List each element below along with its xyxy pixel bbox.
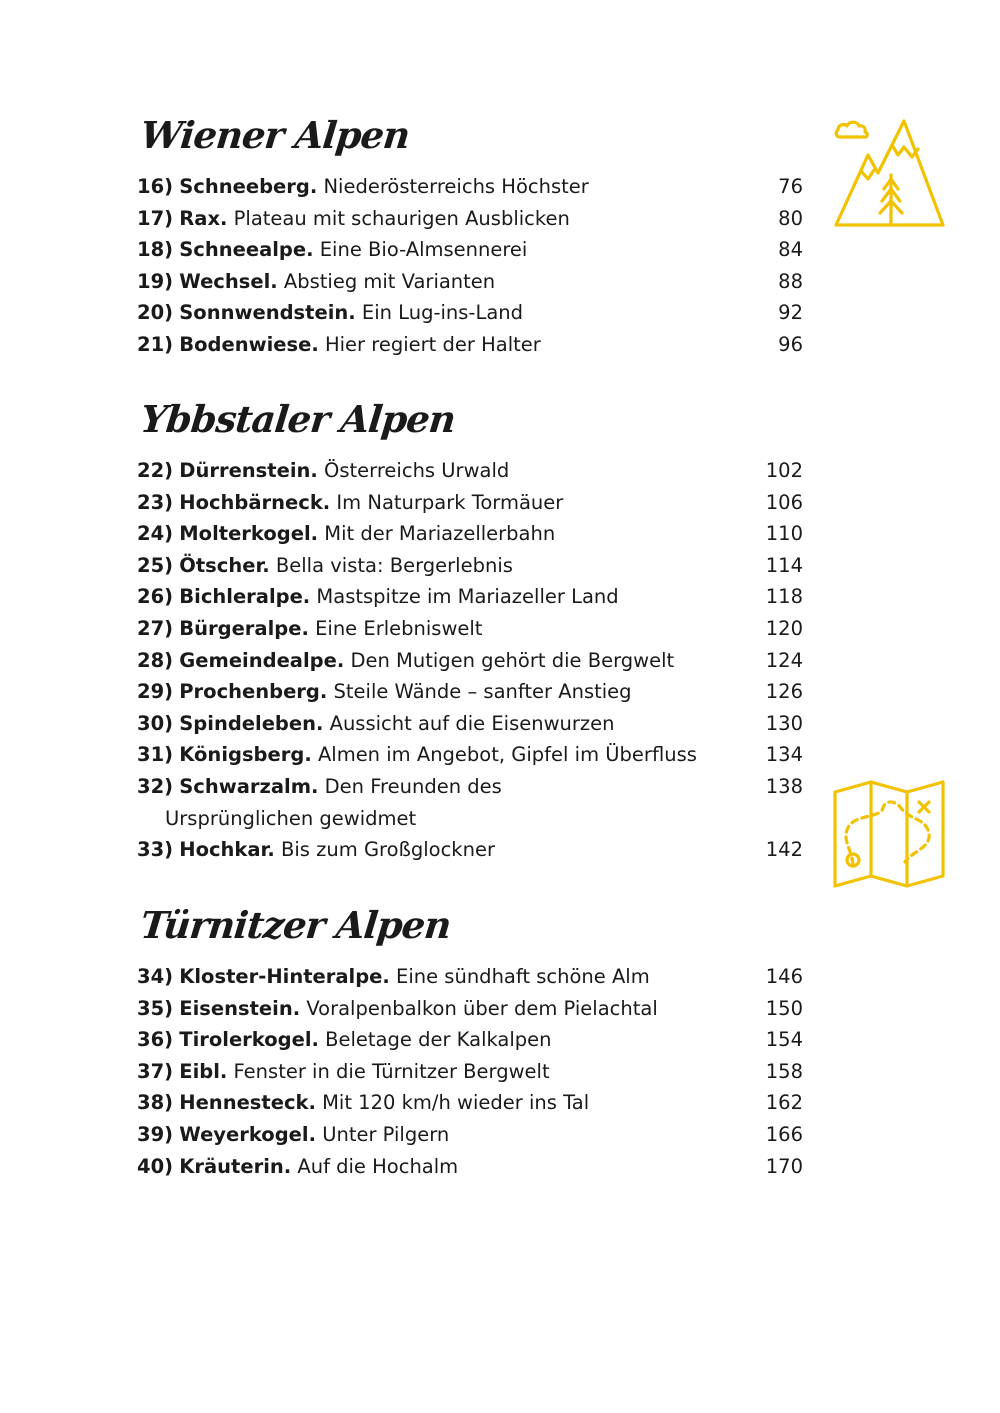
entry-page: 118 — [765, 585, 803, 609]
entry-number: 37) — [137, 1059, 174, 1083]
entry-number: 18) — [137, 238, 174, 262]
entry-page: 146 — [765, 965, 803, 988]
entry-description: Eine Erlebniswelt — [315, 616, 483, 640]
section-wiener-alpen — [137, 113, 803, 361]
entry-name: Spindeleben. — [179, 711, 324, 735]
section-title: Türnitzer Alpen — [138, 903, 453, 947]
toc-entry[interactable] — [137, 645, 803, 677]
entry-description: Beletage der Kalkalpen — [325, 1028, 552, 1052]
entry-number: 25) — [137, 553, 174, 577]
entry-page: 110 — [765, 522, 803, 546]
entry-name: Gemeindealpe. — [179, 648, 345, 672]
entry-name: Bichleralpe. — [179, 585, 311, 609]
entry-number: 40) — [137, 1154, 174, 1178]
entry-number: 21) — [137, 332, 174, 356]
entry-number: 24) — [137, 522, 174, 546]
entry-name: Schwarzalm. — [179, 774, 319, 798]
toc-entry[interactable] — [137, 171, 803, 203]
entry-number: 20) — [137, 301, 174, 325]
entry-name: Prochenberg. — [179, 680, 328, 704]
entry-name: Schneealpe. — [179, 238, 314, 262]
toc-entry[interactable] — [137, 297, 803, 329]
entry-page: 84 — [778, 238, 803, 262]
entry-description: Plateau mit schaurigen Ausblicken — [233, 206, 570, 230]
entry-page: 80 — [778, 206, 803, 230]
entry-page: 150 — [765, 996, 803, 1020]
toc-entry[interactable] — [137, 581, 803, 613]
toc-entry[interactable] — [137, 1056, 803, 1088]
entry-description: Mastspitze im Mariazeller Land — [316, 585, 619, 609]
toc-entry[interactable] — [137, 550, 803, 582]
entry-name: Sonnwendstein. — [179, 301, 356, 325]
entry-number: 26) — [137, 585, 174, 609]
toc-entry[interactable] — [137, 613, 803, 645]
entry-page: 102 — [765, 459, 803, 482]
entry-description-continued: Ursprünglichen gewidmet — [165, 806, 417, 830]
entry-number: 23) — [137, 490, 174, 514]
entry-number: 34) — [137, 965, 174, 988]
entry-description: Ein Lug-ins-Land — [361, 301, 524, 325]
toc-entry[interactable] — [137, 1151, 803, 1183]
entry-name: Dürrenstein. — [179, 459, 318, 482]
entry-name: Eibl. — [179, 1059, 228, 1083]
entry-name: Schneeberg. — [179, 175, 318, 198]
entry-page: 134 — [765, 743, 803, 767]
toc-entry[interactable] — [137, 676, 803, 708]
toc-entry[interactable] — [137, 266, 803, 298]
entry-description: Eine Bio-Almsennerei — [319, 238, 528, 262]
entry-number: 22) — [137, 459, 174, 482]
entry-number: 27) — [137, 616, 174, 640]
toc-entry[interactable] — [137, 771, 803, 834]
entry-name: Ötscher. — [179, 553, 270, 577]
entry-number: 38) — [137, 1091, 174, 1115]
entry-number: 19) — [137, 269, 174, 293]
entry-name: Hochkar. — [179, 838, 275, 862]
entry-number: 39) — [137, 1122, 174, 1146]
entry-description: Österreichs Urwald — [324, 459, 510, 482]
entry-page: 166 — [765, 1122, 803, 1146]
entry-page: 142 — [765, 838, 803, 862]
entry-name: Molterkogel. — [179, 522, 319, 546]
entry-name: Weyerkogel. — [179, 1122, 316, 1146]
entry-description: Niederösterreichs Höchster — [323, 175, 589, 198]
toc-entry[interactable] — [137, 518, 803, 550]
entry-page: 76 — [778, 175, 803, 198]
toc-entry[interactable] — [137, 1087, 803, 1119]
entry-name: Hochbärneck. — [179, 490, 331, 514]
entry-number: 30) — [137, 711, 174, 735]
section-tuernitzer-alpen — [137, 903, 803, 1182]
toc-entry[interactable] — [137, 1119, 803, 1151]
entry-description: Steile Wände – sanfter Anstieg — [333, 680, 632, 704]
entry-page: 158 — [765, 1059, 803, 1083]
entry-description: Auf die Hochalm — [297, 1154, 459, 1178]
entry-description: Aussicht auf die Eisenwurzen — [329, 711, 615, 735]
entry-number: 33) — [137, 838, 174, 862]
entry-page: 106 — [765, 490, 803, 514]
entry-name: Bürgeralpe. — [179, 616, 309, 640]
toc-entry[interactable] — [137, 961, 803, 993]
section-ybbstaler-alpen — [137, 397, 803, 866]
entry-page: 124 — [765, 648, 803, 672]
toc-entry[interactable] — [137, 455, 803, 487]
entry-page: 92 — [778, 301, 803, 325]
entry-number: 32) — [137, 774, 174, 798]
entry-page: 88 — [778, 269, 803, 293]
toc-entry[interactable] — [137, 234, 803, 266]
entry-description: Mit der Mariazellerbahn — [324, 522, 556, 546]
entry-description: Bis zum Großglockner — [281, 838, 495, 862]
entry-description: Abstieg mit Varianten — [283, 269, 496, 293]
entry-number: 17) — [137, 206, 174, 230]
section-title: Wiener Alpen — [138, 113, 412, 157]
entry-description: Almen im Angebot, Gipfel im Überfluss — [317, 743, 697, 767]
entry-description: Hier regiert der Halter — [324, 332, 541, 356]
toc-entry[interactable] — [137, 739, 803, 771]
entry-name: Eisenstein. — [179, 996, 301, 1020]
entry-page: 170 — [765, 1154, 803, 1178]
entry-page: 120 — [765, 616, 803, 640]
entry-page: 114 — [765, 553, 803, 577]
entry-description: Fenster in die Türnitzer Bergwelt — [233, 1059, 550, 1083]
entry-name: Hennesteck. — [179, 1091, 316, 1115]
entry-name: Wechsel. — [179, 269, 278, 293]
map-icon — [831, 778, 947, 890]
toc-entry[interactable] — [137, 1024, 803, 1056]
entry-page: 154 — [765, 1028, 803, 1052]
entry-page: 96 — [778, 332, 803, 356]
entry-number: 16) — [137, 175, 174, 198]
entry-page: 162 — [765, 1091, 803, 1115]
entry-description: Im Naturpark Tormäuer — [336, 490, 564, 514]
entry-name: Bodenwiese. — [179, 332, 319, 356]
entry-name: Königsberg. — [179, 743, 312, 767]
entry-number: 35) — [137, 996, 174, 1020]
entry-name: Tirolerkogel. — [179, 1028, 319, 1052]
toc-entry[interactable] — [137, 834, 803, 866]
entry-page: 126 — [765, 680, 803, 704]
entry-description: Den Freunden des — [324, 774, 502, 798]
entry-number: 29) — [137, 680, 174, 704]
toc-entry[interactable] — [137, 708, 803, 740]
entry-description: Eine sündhaft schöne Alm — [396, 965, 650, 988]
entry-number: 28) — [137, 648, 174, 672]
entry-description: Mit 120 km/h wieder ins Tal — [322, 1091, 590, 1115]
entry-name: Rax. — [179, 206, 228, 230]
entry-description: Unter Pilgern — [322, 1122, 450, 1146]
mountain-icon — [832, 115, 946, 231]
toc-entry[interactable] — [137, 329, 803, 361]
entry-description: Den Mutigen gehört die Bergwelt — [350, 648, 675, 672]
entry-page: 138 — [765, 774, 803, 798]
entry-name: Kloster-Hinteralpe. — [179, 965, 390, 988]
entry-description: Bella vista: Bergerlebnis — [275, 553, 513, 577]
toc-entry[interactable] — [137, 487, 803, 519]
toc-entry[interactable] — [137, 203, 803, 235]
section-title: Ybbstaler Alpen — [138, 397, 458, 441]
entry-description: Voralpenbalkon über dem Pielachtal — [306, 996, 658, 1020]
entry-page: 130 — [765, 711, 803, 735]
entry-number: 31) — [137, 743, 174, 767]
entry-name: Kräuterin. — [179, 1154, 292, 1178]
entry-number: 36) — [137, 1028, 174, 1052]
toc-entry[interactable] — [137, 993, 803, 1025]
